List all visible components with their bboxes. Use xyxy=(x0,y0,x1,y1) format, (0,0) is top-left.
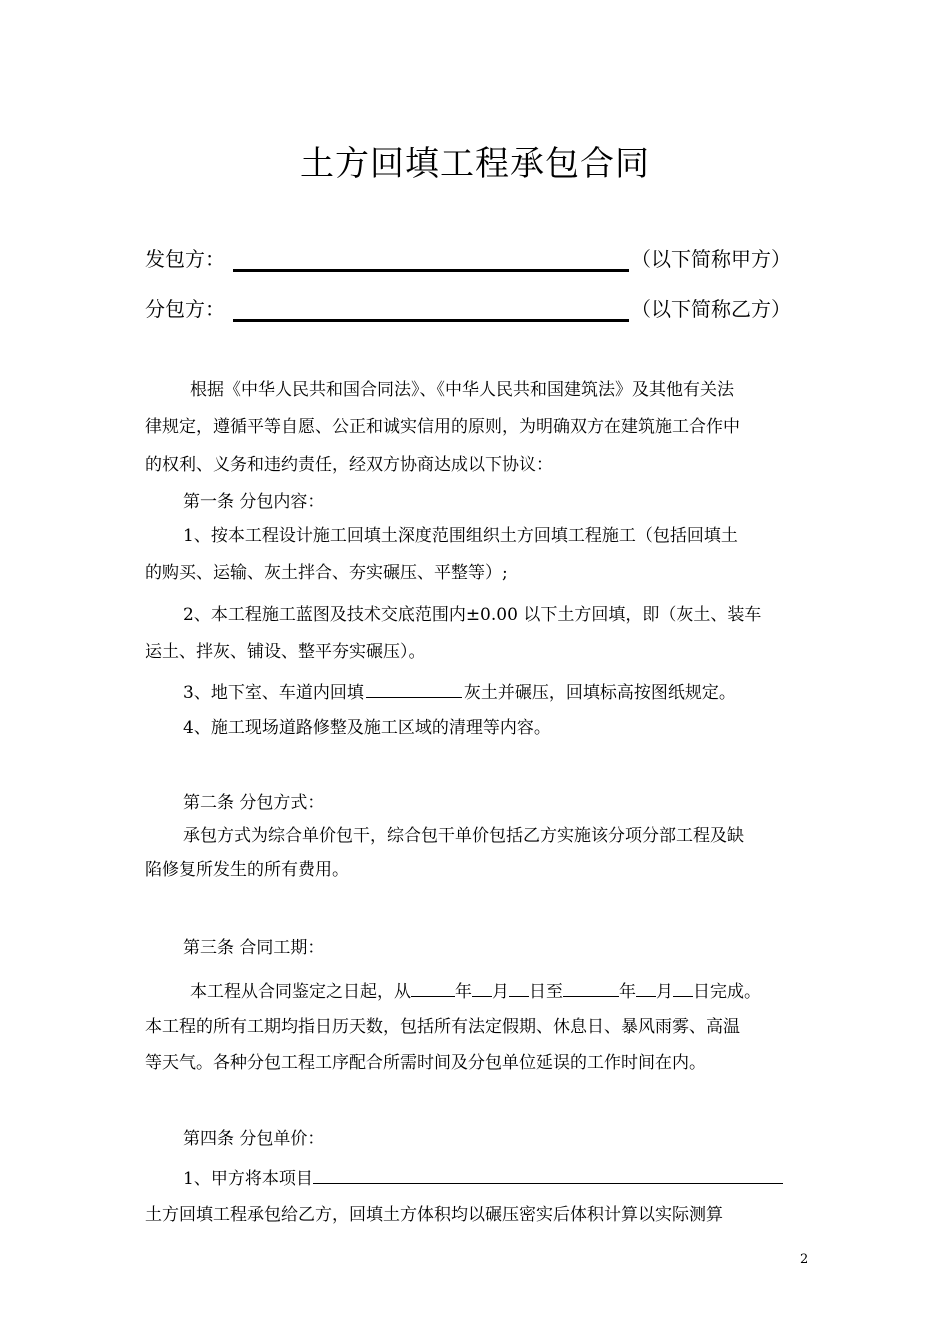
contractor-label: 发包方： xyxy=(145,247,225,271)
article4-item1-line2: 土方回填工程承包给乙方，回填土方体积均以碾压密实后体积计算以实际测算 xyxy=(145,1205,723,1225)
article2-heading: 第二条 分包方式： xyxy=(183,793,325,813)
article3-month1: 月 xyxy=(492,982,509,1002)
article4-item1-line1 xyxy=(183,1165,848,1191)
subcontractor-row xyxy=(145,293,815,327)
start-day-blank[interactable] xyxy=(509,978,529,997)
article1-item4: 4、施工现场道路修整及施工区域的清理等内容。 xyxy=(183,718,551,738)
article3-month2: 月 xyxy=(656,982,673,1002)
start-year-blank[interactable] xyxy=(411,978,455,997)
article1-item1-line1: 1、按本工程设计施工回填土深度范围组织土方回填工程施工（包括回填土 xyxy=(183,526,738,546)
article1-item3-pre: 3、地下室、车道内回填 xyxy=(183,683,364,703)
project-name-blank[interactable] xyxy=(313,1165,783,1184)
article4-heading: 第四条 分包单价： xyxy=(183,1129,325,1149)
intro-line-3: 的权利、义务和违约责任，经双方协商达成以下协议： xyxy=(145,455,553,475)
start-month-blank[interactable] xyxy=(472,978,492,997)
subcontractor-label: 分包方： xyxy=(145,297,225,321)
article1-item1-line2: 的购买、运输、灰土拌合、夯实碾压、平整等）; xyxy=(145,563,508,583)
article3-line3: 等天气。各种分包工程工序配合所需时间及分包单位延误的工作时间在内。 xyxy=(145,1053,706,1073)
subcontractor-blank-line[interactable] xyxy=(233,319,629,322)
article3-line1 xyxy=(190,978,855,1004)
article1-item3 xyxy=(183,679,848,705)
intro-line-2: 律规定，遵循平等自愿、公正和诚实信用的原则，为明确双方在建筑施工合作中 xyxy=(145,417,740,437)
article3-day-to: 日至 xyxy=(529,982,563,1002)
article1-item2-line2: 运土、拌灰、铺设、整平夯实碾压）。 xyxy=(145,642,426,662)
article3-pre: 本工程从合同鉴定之日起，从 xyxy=(190,982,411,1002)
article4-item1-pre: 1、甲方将本项目 xyxy=(183,1169,313,1189)
end-month-blank[interactable] xyxy=(636,978,656,997)
article1-item3-post: 灰土并碾压，回填标高按图纸规定。 xyxy=(463,683,736,703)
end-day-blank[interactable] xyxy=(673,978,693,997)
article1-item2-line1: 2、本工程施工蓝图及技术交底范围内±0.00 以下土方回填，即（灰土、装车 xyxy=(183,605,762,625)
document-title: 土方回填工程承包合同 xyxy=(300,144,650,184)
article2-line1: 承包方式为综合单价包干，综合包干单价包括乙方实施该分项分部工程及缺 xyxy=(183,826,744,846)
intro-line-1: 根据《中华人民共和国合同法》、《中华人民共和国建筑法》及其他有关法 xyxy=(190,380,734,400)
backfill-material-blank[interactable] xyxy=(366,679,462,698)
article3-year1: 年 xyxy=(455,982,472,1002)
article1-heading: 第一条 分包内容： xyxy=(183,492,325,512)
article3-line2: 本工程的所有工期均指日历天数，包括所有法定假期、休息日、暴风雨雾、高温 xyxy=(145,1017,740,1037)
article3-year2: 年 xyxy=(619,982,636,1002)
page-number: 2 xyxy=(800,1252,809,1267)
subcontractor-note: （以下简称乙方） xyxy=(631,297,791,321)
end-year-blank[interactable] xyxy=(563,978,619,997)
article3-heading: 第三条 合同工期： xyxy=(183,938,325,958)
contractor-blank-line[interactable] xyxy=(233,269,629,272)
article2-line2: 陷修复所发生的所有费用。 xyxy=(145,860,349,880)
contractor-row xyxy=(145,243,815,277)
contractor-note: （以下简称甲方） xyxy=(631,247,791,271)
article3-end: 日完成。 xyxy=(693,982,761,1002)
